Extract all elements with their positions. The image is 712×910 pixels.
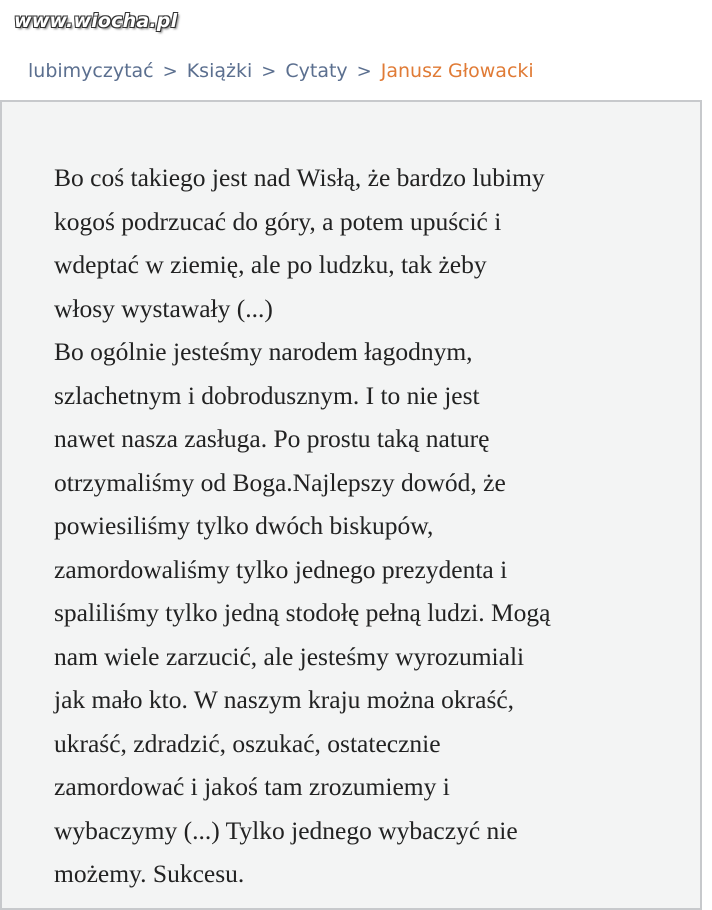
quote-line: nam wiele zarzucić, ale jesteśmy wyrozumiali	[54, 641, 525, 671]
quote-line: powiesiliśmy tylko dwóch biskupów,	[54, 511, 434, 540]
quote-line: możemy. Sukcesu.	[54, 859, 245, 888]
breadcrumb-separator-icon: >	[162, 60, 178, 82]
breadcrumb-item-home[interactable]: lubimyczytać	[28, 60, 154, 82]
quote-line: wdeptać w ziemię, ale po ludzku, tak żeby	[54, 250, 487, 279]
quote-line: zamordowaliśmy tylko jednego prezydenta i	[54, 554, 508, 584]
quote-line: Bo ogólnie jesteśmy narodem łagodnym,	[54, 337, 473, 366]
quote-line: ukraść, zdradzić, oszukać, ostatecznie	[54, 728, 441, 758]
quote-text	[54, 156, 694, 896]
quote-line: jak mało kto. W naszym kraju można okraść,	[54, 685, 515, 714]
quote-line: otrzymaliśmy od Boga.Najlepszy dowód, że	[54, 467, 506, 497]
quote-line: Bo coś takiego jest nad Wisłą, że bardzo lubimy	[54, 163, 545, 192]
breadcrumb-separator-icon: >	[356, 60, 372, 82]
quote-line: zamordować i jakoś tam zrozumiemy i	[54, 772, 450, 801]
quote-line: wybaczymy (...) Tylko jednego wybaczyć nie	[54, 815, 518, 845]
quote-line: nawet nasza zasługa. Po prostu taką naturę	[54, 424, 490, 453]
breadcrumb-separator-icon: >	[261, 60, 277, 82]
quote-line: spaliliśmy tylko jedną stodołę pełną ludzi. Mogą	[54, 598, 551, 627]
quote-line: włosy wystawały (...)	[54, 293, 273, 323]
site-watermark: www.wiocha.pl	[14, 10, 178, 32]
breadcrumb-item-books[interactable]: Książki	[186, 60, 253, 82]
quote-line: szlachetnym i dobrodusznym. I to nie jest	[54, 380, 480, 410]
breadcrumb-item-quotes[interactable]: Cytaty	[285, 60, 348, 82]
quote-line: kogoś podrzucać do góry, a potem upuścić i	[54, 206, 502, 236]
breadcrumb-item-current-author: Janusz Głowacki	[380, 60, 534, 82]
breadcrumb	[28, 60, 534, 82]
